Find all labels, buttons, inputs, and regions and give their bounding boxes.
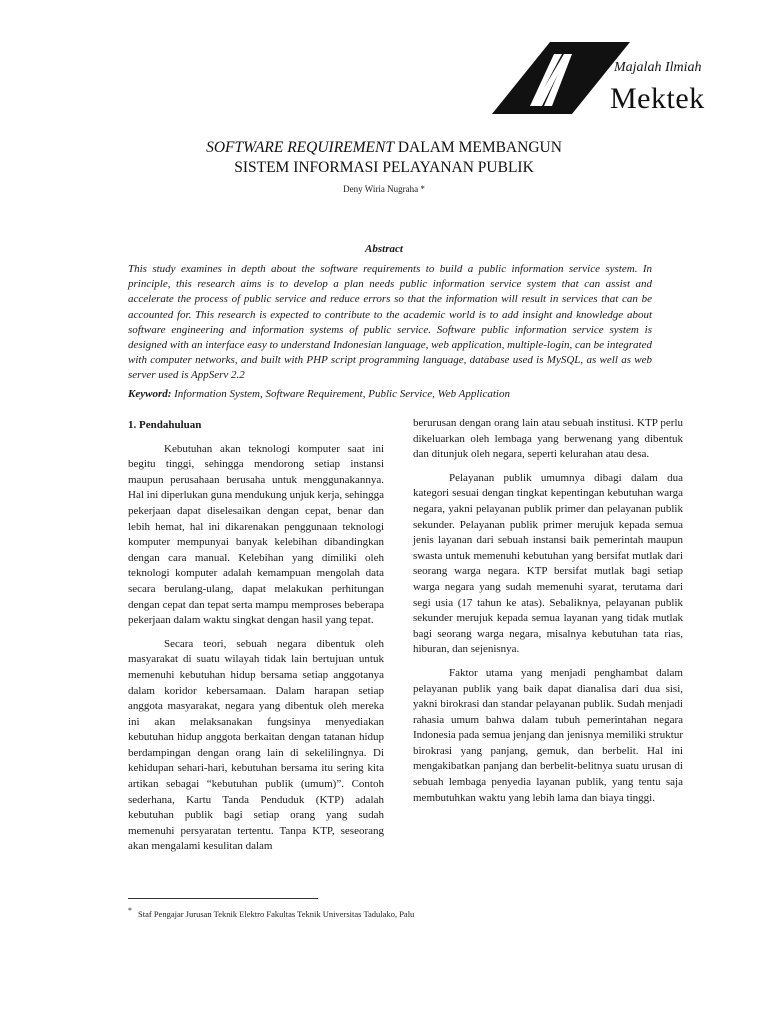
body-column-left	[128, 418, 384, 855]
journal-tagline: Majalah Ilmiah	[614, 60, 702, 75]
footnote	[128, 906, 688, 919]
abstract-text: This study examines in depth about the software requirements to build a public information service system. In principle, this research aims is to develop a plan needs public information service system that can assist and accelerate the process of public service and reduce errors so that the information will result in services that can be accounted for. This research is expected to contribute to the academic world is to add insight and knowledge about software engineering and information systems of public service. Software public information service system is designed with an interface easy to understand Indonesian language, web application, multiple-login, can be integrated with computer networks, and built with PHP script programming language, database used is MySQL, as well as web server used is AppServ 2.2	[128, 263, 652, 382]
footnote-marker: *	[128, 906, 132, 915]
keyword-text: Information System, Software Requirement, Public Service, Web Application	[171, 388, 510, 400]
footnote-divider	[128, 898, 318, 899]
body-paragraph: Pelayanan publik umumnya dibagi dalam dua kategori sesuai dengan tingkat kepentingan kebutuhan warga negara, yakni pelayanan publik primer dan pelayanan publik sekunder. Pelayanan publik primer merujuk kepada semua jenis layanan dari sebuah instansi baik pemerintah maupun swasta untuk memenuhi kebutuhan yang bersifat mutlak dari seorang warga negara. KTP bersifat mutlak bagi setiap warga negara yang sudah memenuhi syarat, terutama dari segi usia (17 tahun ke atas). Sebaliknya, pelayanan publik sekunder merujuk kepada semua layanan yang tidak mutlak bagi seorang warga negara, misalnya kebutuhan tata rias, hiburan, dan sejenisnya.	[413, 471, 683, 656]
footnote-text: Staf Pengajar Jurusan Teknik Elektro Fakultas Teknik Universitas Tadulako, Palu	[138, 908, 415, 919]
keyword-line	[128, 388, 658, 400]
journal-logo	[492, 40, 705, 116]
body-column-right	[413, 416, 683, 806]
abstract-heading: Abstract	[365, 243, 403, 255]
paper-title-line2: SISTEM INFORMASI PELAYANAN PUBLIK	[234, 159, 534, 176]
keyword-label: Keyword:	[128, 388, 172, 400]
paper-title-line1	[0, 138, 768, 158]
journal-brand: Mektek	[610, 82, 705, 115]
body-paragraph: Faktor utama yang menjadi penghambat dalam pelayanan publik yang baik dapat dianalisa dari dua sisi, yakni birokrasi dan standar pelayanan publik. Sudah menjadi rahasia umum bahwa dalam tubuh pemerintahan negara Indonesia pada semua jenjang dan jenisnya memiliki struktur birokrasi yang panjang, gemuk, dan berbelit. Hal ini mengakibatkan panjang dan berbelit-belitnya suatu urusan di sebuah lembaga penyedia layanan publik, yang tentu saja membutuhkan waktu yang lebih lama dan biaya tinggi.	[413, 666, 683, 804]
section-heading: 1. Pendahuluan	[128, 419, 202, 431]
author-line: Deny Wiria Nugraha *	[343, 184, 425, 194]
body-paragraph: Secara teori, sebuah negara dibentuk oleh masyarakat di suatu wilayah tidak lain bertujuan untuk memenuhi kebutuhan hidup bersama setiap anggotanya dalam koridor kebersamaan. Dalam harapan setiap anggota masyarakat, negara yang dibentuk oleh mereka ini akan melaksanakan fungsinya menyediakan kebutuhan hidup anggota berkaitan dengan tatanan hidup berdampingan dengan orang lain di sekelilingnya. Di kehidupan sehari-hari, kebutuhan bersama itu sering kita artikan sebagai “kebutuhan publik (umum)”. Contoh sederhana, Kartu Tanda Penduduk (KTP) adalah kebutuhan publik bagi setiap orang yang sudah memenuhi persyaratan tertentu. Tanpa KTP, seseorang akan mengalami kesulitan dalam	[128, 637, 384, 853]
title-line1-rest: DALAM MEMBANGUN	[393, 139, 562, 156]
title-italic-part: SOFTWARE REQUIREMENT	[206, 139, 394, 156]
body-paragraph: berurusan dengan orang lain atau sebuah institusi. KTP perlu dikeluarkan oleh lembaga yang berwenang yang dibentuk dan ditunjuk oleh negara, seperti kelurahan atau desa.	[413, 417, 683, 461]
body-paragraph: Kebutuhan akan teknologi komputer saat ini begitu tinggi, sehingga mendorong setiap instansi maupun perusahaan berusaha untuk menggunakannya. Hal ini diperlukan guna mendukung unjuk kerja, sehingga pekerjaan dapat diselesaikan dengan cepat, benar dan lebih hemat, hal ini dikarenakan penggunaan teknologi komputer mempunyai banyak kelebihan dibandingkan dengan cara manual. Kelebihan yang dimiliki oleh teknologi komputer adalah kemampuan mengolah data secara berulang-ulang, dapat melakukan perhitungan dengan cepat dan tepat serta mampu memproses beberapa pekerjaan dalam waktu singkat dengan hasil yang tepat.	[128, 442, 384, 627]
